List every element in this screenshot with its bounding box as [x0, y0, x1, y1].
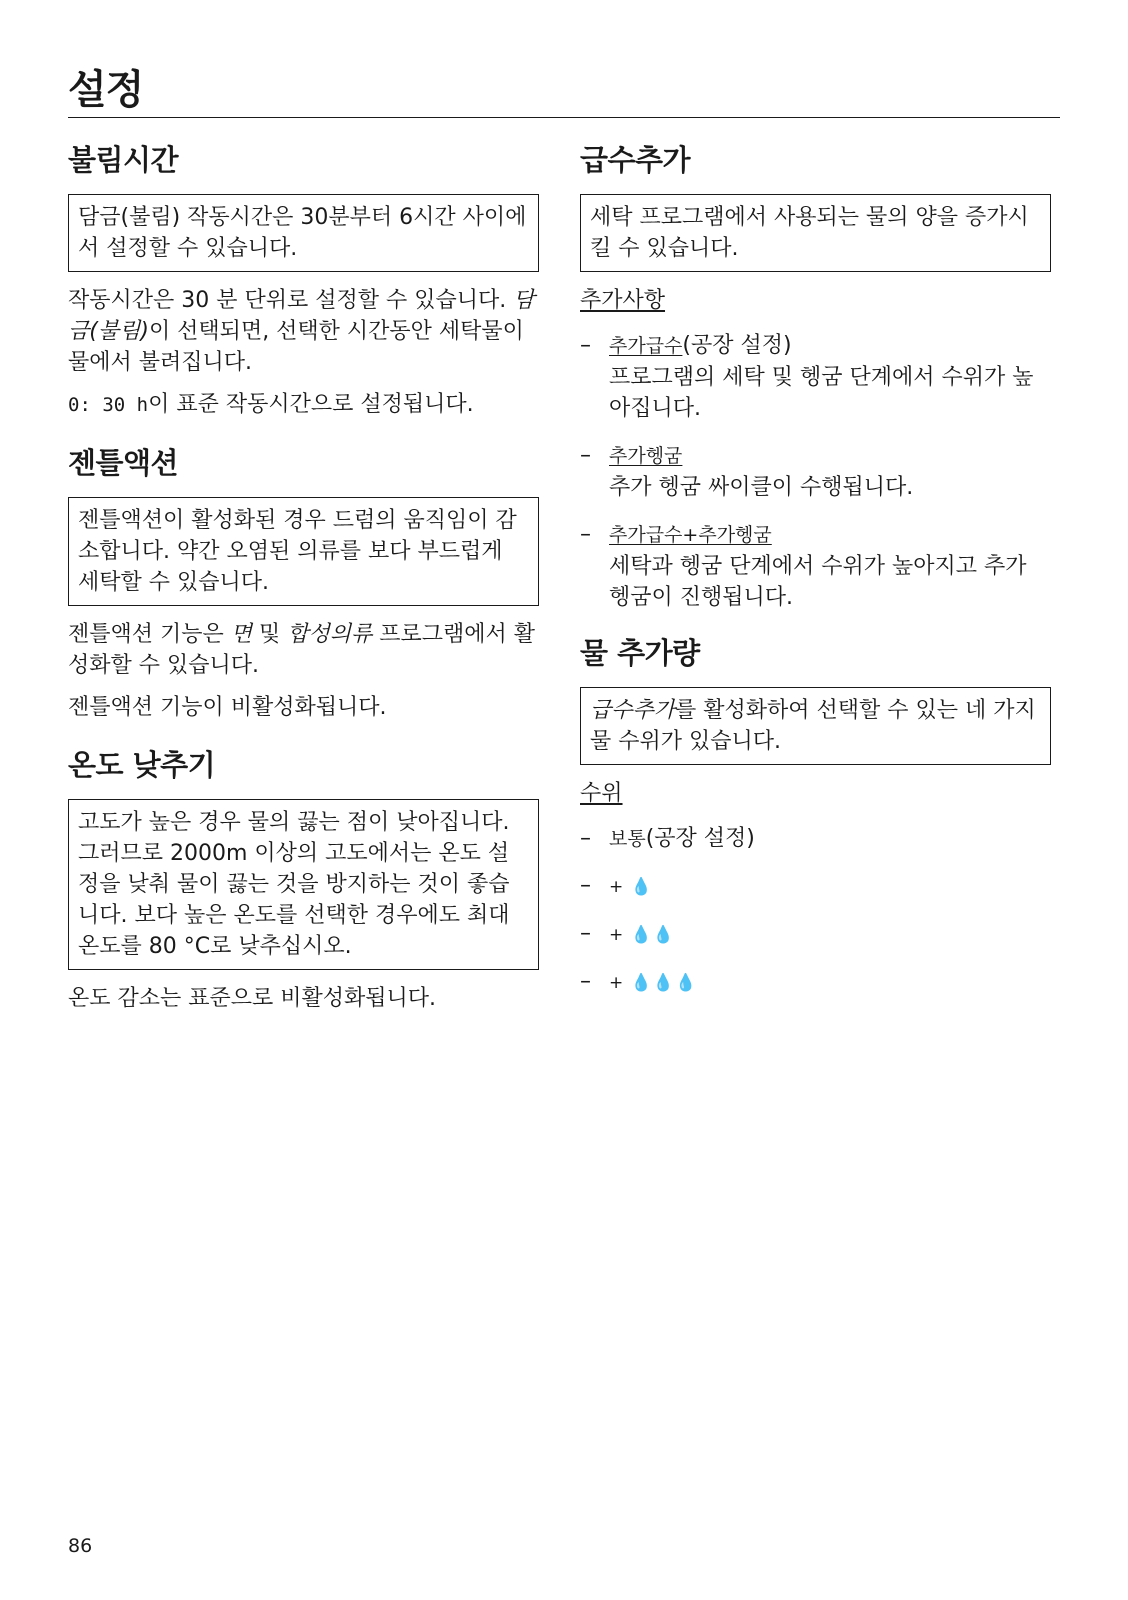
soak-paragraph — [68, 285, 539, 378]
dash-bullet: – — [580, 969, 591, 994]
water-plus-heading: 급수추가 — [580, 143, 691, 177]
water-level-label: 수위 — [580, 781, 623, 806]
temp-heading: 온도 낮추기 — [68, 748, 216, 782]
gentle-default-paragraph: 젠틀액션 기능이 비활성화됩니다. — [68, 695, 387, 720]
list-item — [580, 823, 1051, 855]
temp-default-paragraph: 온도 감소는 표준으로 비활성화됩니다. — [68, 986, 437, 1011]
level-name: + 💧💧 — [609, 925, 675, 945]
dash-bullet: – — [580, 443, 591, 468]
gentle-italic-cotton: 면 — [230, 622, 253, 647]
soak-display-value: 0: 30 h — [68, 394, 149, 416]
section-water-plus — [580, 142, 1051, 613]
water-amount-heading: 물 추가량 — [580, 636, 700, 670]
option-suffix: (공장 설정) — [682, 333, 792, 358]
option-description: 프로그램의 세탁 및 헹굼 단계에서 수위가 높아집니다. — [609, 365, 1034, 421]
title-divider — [68, 117, 1060, 118]
list-item — [580, 440, 1051, 503]
option-description: 세탁과 헹굼 단계에서 수위가 높아지고 추가 헹굼이 진행됩니다. — [609, 554, 1027, 610]
list-item — [580, 966, 1051, 999]
section-gentle — [68, 445, 539, 723]
water-amount-box-text: 를 활성화하여 선택할 수 있는 네 가지 물 수위가 있습니다. — [590, 698, 1036, 754]
gentle-info-box: 젠틀액션이 활성화된 경우 드럼의 움직임이 감소합니다. 약간 오염된 의류를 보다 부드럽게 세탁할 수 있습니다. — [68, 497, 539, 606]
right-column — [580, 142, 1051, 1014]
list-item — [580, 330, 1051, 424]
page-title: 설정 — [68, 67, 144, 113]
section-temp — [68, 747, 539, 1014]
dash-bullet: – — [580, 873, 591, 898]
gentle-text-b: 및 — [252, 622, 288, 647]
gentle-italic-synthetics: 합성의류 — [287, 622, 373, 647]
option-name: 추가헹굼 — [609, 445, 683, 467]
soak-default-paragraph — [68, 389, 539, 421]
level-suffix: (공장 설정) — [645, 826, 755, 851]
gentle-heading: 젠틀액션 — [68, 446, 179, 480]
dash-bullet: – — [580, 522, 591, 547]
soak-text-a: 작동시간은 30 분 단위로 설정할 수 있습니다. — [68, 288, 514, 313]
level-name: 보통 — [609, 828, 646, 850]
list-item — [580, 918, 1051, 951]
option-name: 추가급수 — [609, 335, 683, 357]
dash-bullet: – — [580, 921, 591, 946]
level-name: + 💧💧💧 — [609, 973, 698, 993]
soak-text-b: 이 선택되면, 선택한 시간동안 세탁물이 물에서 불려집니다. — [68, 319, 524, 375]
water-plus-info-box: 세탁 프로그램에서 사용되는 물의 양을 증가시킬 수 있습니다. — [580, 194, 1051, 272]
list-item — [580, 519, 1051, 613]
dash-bullet: – — [580, 826, 591, 851]
list-item — [580, 870, 1051, 903]
water-plus-options-label: 추가사항 — [580, 288, 666, 313]
soak-heading: 불림시간 — [68, 143, 179, 177]
gentle-text-a: 젠틀액션 기능은 — [68, 622, 231, 647]
left-column — [68, 142, 539, 1025]
water-amount-info-box — [580, 687, 1051, 765]
section-water-amount — [580, 635, 1051, 999]
page-number: 86 — [68, 1535, 93, 1557]
soak-info-box: 담금(불림) 작동시간은 30분부터 6시간 사이에서 설정할 수 있습니다. — [68, 194, 539, 272]
section-soak — [68, 142, 539, 421]
level-name: + 💧 — [609, 877, 653, 897]
dash-bullet: – — [580, 333, 591, 358]
water-amount-italic-term: 급수추가 — [590, 698, 676, 723]
option-description: 추가 헹굼 싸이클이 수행됩니다. — [609, 475, 914, 500]
soak-default-text: 이 표준 작동시간으로 설정됩니다. — [148, 392, 474, 417]
gentle-text-c: 프로그램에서 활성화할 수 있습니다. — [68, 622, 536, 678]
soak-italic-term: 담금(불림) — [68, 288, 535, 344]
gentle-paragraph — [68, 619, 539, 681]
option-name: 추가급수+추가헹굼 — [609, 524, 772, 546]
temp-info-box: 고도가 높은 경우 물의 끓는 점이 낮아집니다. 그러므로 2000m 이상의 고도에서는 온도 설정을 낮춰 물이 끓는 것을 방지하는 것이 좋습니다. 보다 높은 온도를 선택한 경우에도 최대 온도를 80 °C로 낮추십시오. — [68, 799, 539, 970]
